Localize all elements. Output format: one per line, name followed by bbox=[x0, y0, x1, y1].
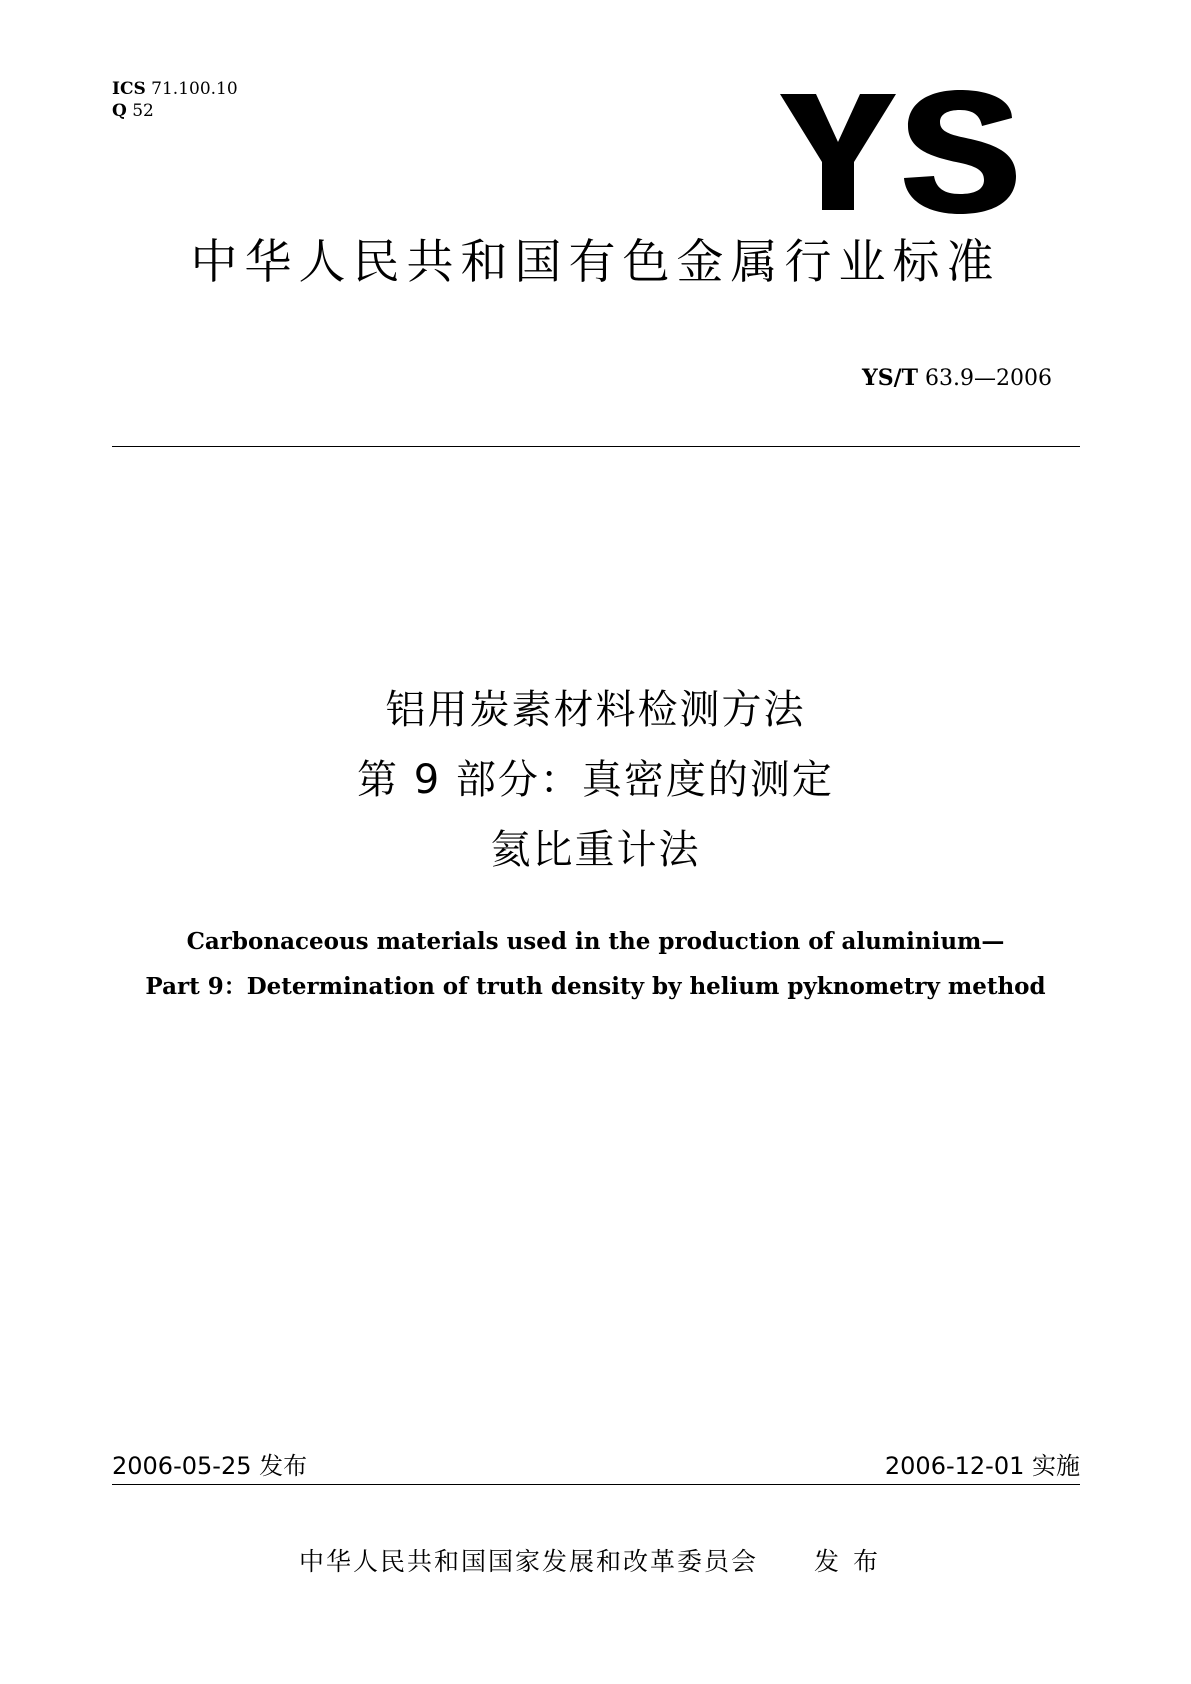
issuer-action: 发布 bbox=[814, 1547, 893, 1576]
ics-code bbox=[112, 78, 238, 100]
standard-prefix: YS/T bbox=[862, 365, 919, 391]
ccs-value: 52 bbox=[132, 101, 154, 121]
cn-title-line-1: 铝用炭素材料检测方法 bbox=[385, 687, 806, 733]
ccs-key: Q bbox=[112, 101, 127, 121]
ics-value: 71.100.10 bbox=[151, 79, 238, 99]
issuer-name: 中华人民共和国国家发展和改革委员会 bbox=[298, 1547, 758, 1576]
ys-logo-graphic bbox=[780, 78, 1020, 216]
cn-title-line-3: 氦比重计法 bbox=[490, 827, 701, 873]
cn-title-line-2: 第 9 部分：真密度的测定 bbox=[357, 757, 834, 803]
issue-date: 2006-05-25 发布 bbox=[112, 1452, 308, 1480]
standard-number-value: 63.9—2006 bbox=[925, 366, 1052, 391]
en-title-line-1: Carbonaceous materials used in the production of aluminium— bbox=[186, 928, 1005, 955]
top-divider bbox=[112, 446, 1080, 447]
industry-standard-title: 中华人民共和国有色金属行业标准 bbox=[190, 235, 1001, 290]
classification-block bbox=[112, 78, 238, 122]
standard-number bbox=[700, 365, 1052, 391]
issuer-line bbox=[0, 1542, 1191, 1578]
ccs-code bbox=[112, 100, 238, 122]
implementation-date: 2006-12-01 实施 bbox=[884, 1452, 1080, 1480]
en-title-line-2: Part 9：Determination of truth density by helium pyknometry method bbox=[145, 973, 1046, 1000]
ys-logo bbox=[780, 78, 1020, 216]
bottom-divider bbox=[112, 1484, 1080, 1485]
ics-key: ICS bbox=[112, 79, 146, 99]
